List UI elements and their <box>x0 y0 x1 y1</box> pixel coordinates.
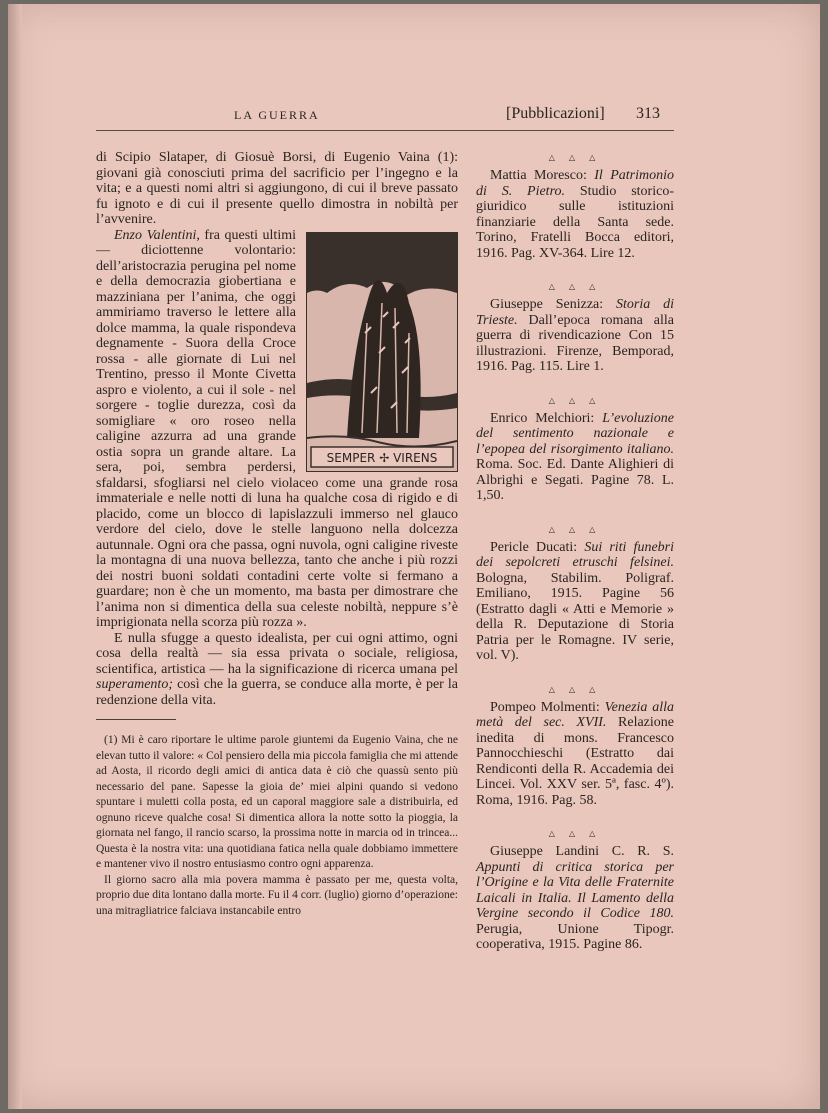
publications-column <box>476 150 674 971</box>
woodcut-illustration <box>306 232 458 472</box>
paragraph-2-author: Enzo Valentini <box>114 227 197 243</box>
publication-title: Sui riti funebri dei sepolcreti etruschi felsinei. <box>476 539 674 570</box>
publication-title: Venezia alla metà del sec. XVII. <box>476 699 675 730</box>
publication-author: Giuseppe Landini C. R. S. <box>490 844 674 859</box>
entry-separator: △ △ △ <box>548 395 602 405</box>
publication-details: Dall’epoca romana alla guerra di rivendicazione Con 15 illustrazioni. Firenze, Bemporad, 1916. Pag. 115. Lire 1. <box>476 312 674 374</box>
publication-author: Pompeo Molmenti: <box>490 699 605 715</box>
publication-title: L’evoluzione del sentimento nazionale e l’epopea del risorgimento italiano. <box>476 410 674 457</box>
page-header <box>96 105 676 130</box>
publication-entry <box>476 168 674 261</box>
publication-details: Perugia, Unione Tipogr. cooperativa, 1915. Pagine 86. <box>476 921 674 952</box>
publication-details: Bologna, Stabilim. Poligraf. Emiliano, 1915. Pagine 56 (Estratto dagli « Atti e Memorie » della R. Deputazione di Storia Patria per le Romagne. IV serie, vol. V). <box>476 570 674 663</box>
section-title: [Pubblicazioni] <box>506 105 605 122</box>
publication-entry <box>476 540 674 664</box>
footnote-rule <box>96 719 176 720</box>
publication-details: Roma. Soc. Ed. Dante Alighieri di Albrighi e Segati. Pagine 78. L. 1,50. <box>476 457 674 503</box>
entry-separator: △ △ △ <box>548 153 602 162</box>
paragraph-3 <box>96 631 458 709</box>
woodcut-motto: SEMPER ✢ VIRENS <box>326 450 438 465</box>
publication-author: Giuseppe Senizza: <box>490 297 617 312</box>
paragraph-3-text-b: così che la guerra, se conduce alla morte, è per la redenzione della vita. <box>96 677 458 708</box>
header-rule <box>96 130 674 131</box>
publication-author: Pericle Ducati: <box>490 539 585 555</box>
page-gutter <box>8 4 22 1109</box>
publication-author: Enrico Melchiori: <box>490 410 603 426</box>
publication-entry <box>476 411 674 504</box>
footnote-1: (1) Mi è caro riportare le ultime parole giuntemi da Eugenio Vaina, che ne elevan tutto il valore: « Col pensiero della mia piccola famiglia che mi attende ad Aosta, il ricordo degli amici di antica data è ciò che quassù sento più necessario del pane. Sapesse la gioia de’ miei alpini quando si vedono spuntare i muletti colla posta, ed un caporal maggiore sale a distribuirla, ed ognuno riceve qualche cosa! Si dimentica allora la notte sotto la pioggia, la giornata nel fango, il rancio scarso, la prossima notte in marcia od in trincea... Questa è la nostra vita: una quotidiana fatica nella quale dobbiamo immettere e mantener vivo il nostro entusiasmo contro ogni apparenza. <box>96 734 458 870</box>
paragraph-2-text: , fra questi ultimi — diciottenne volontario: dell’aristocrazia perugina pel nome e della democrazia giobertiana e mazziniana per l’anima, che oggi ammiriamo traverso le lettere alla dolce mamma, la quale rispondeva degnamente - Suora della Croce rossa - alle giornate di Lui nel Trentino, presso il Monte Civetta aspro e violento, a cui il sole - nel sorgere - toglie durezza, così da somigliare « oro roseo nella caligine azzurra ad una grande ostia sopra un grande altare. La sera, poi, sembra perdersi, sfaldarsi, sfogliarsi nel cielo violaceo come una grande rosa immateriale e nelle notti di luna ha qualche cosa di rigido e di placido, come un blocco di lapislazzuli immerso nel glauco verdore del cielo, dove le stelle languono nella dolcezza autunnale. Ogni ora che passa, ogni nuvola, ogni caligine riveste la montagna di una nuova bellezza, tanto che anche i più rozzi dei nostri buoni soldati contadini certe volte si fermano a guardare; non è che un momento, ma basta per dimostrare che l’anima non si dimentica della sua celeste nobiltà, neppure s’è imprigionata nella scorza più rozza ». <box>96 227 458 630</box>
publication-entry <box>476 700 674 809</box>
entry-separator: △ △ △ <box>548 684 602 694</box>
publication-title: Appunti di critica storica per l’Origine e la Vita delle Fraternite Laicali in Italia. Il Lamento della Vergine secondo il Codice 180. <box>476 859 674 921</box>
footnote-1-continued: Il giorno sacro alla mia povera mamma è passato per me, questa volta, proprio due dita lontano dalla morte. Fu il 4 corr. (luglio) giorno d’operazione: una mitragliatrice falciava instancabile entro <box>96 873 458 917</box>
entry-separator: △ △ △ <box>548 282 602 291</box>
entry-separator: △ △ △ <box>548 829 602 838</box>
entry-separator: △ △ △ <box>548 524 602 534</box>
publication-details: Relazione inedita di mons. Francesco Pannocchieschi (Estratto dai Rendiconti della R. Accademia dei Lincei. Vol. XXV ser. 5ª, fasc. 4º). Roma, 1916. Pag. 58. <box>476 715 674 808</box>
paragraph-3-emphasis: superamento; <box>96 677 173 692</box>
page-number: 313 <box>636 105 660 122</box>
paragraph-1: di Scipio Slataper, di Giosuè Borsi, di Eugenio Vaina (1): giovani già conosciuti prima del sacrificio per l’ingegno e la vita; e a questi nomi altri si aggiungono, di cui il breve passato fu ignoto e di cui il presente quello dimostra in nobiltà per l’avvenire. <box>96 150 458 227</box>
publication-entry <box>476 297 674 375</box>
paragraph-3-text-a: E nulla sfugge a questo idealista, per cui ogni attimo, ogni cosa della realtà — sia essa privata o sociale, religiosa, scientifica, artistica — ha la significazione di ricerca umana pel <box>96 630 458 677</box>
publication-title: Il Patrimonio di S. Pietro. <box>476 168 674 199</box>
cypress-tree-woodcut <box>307 233 457 471</box>
running-head: LA GUERRA <box>234 108 320 122</box>
publication-details: Studio storico-giuridico sulle istituzioni finanziarie della Santa sede. Torino, Fratelli Bocca editori, 1916. Pag. XV-364. Lire 12. <box>476 183 674 261</box>
footnotes <box>96 733 458 919</box>
publication-author: Mattia Moresco: <box>490 168 595 183</box>
publication-entry <box>476 844 674 953</box>
main-text-column <box>96 150 458 708</box>
publication-title: Storia di Trieste. <box>476 297 674 328</box>
